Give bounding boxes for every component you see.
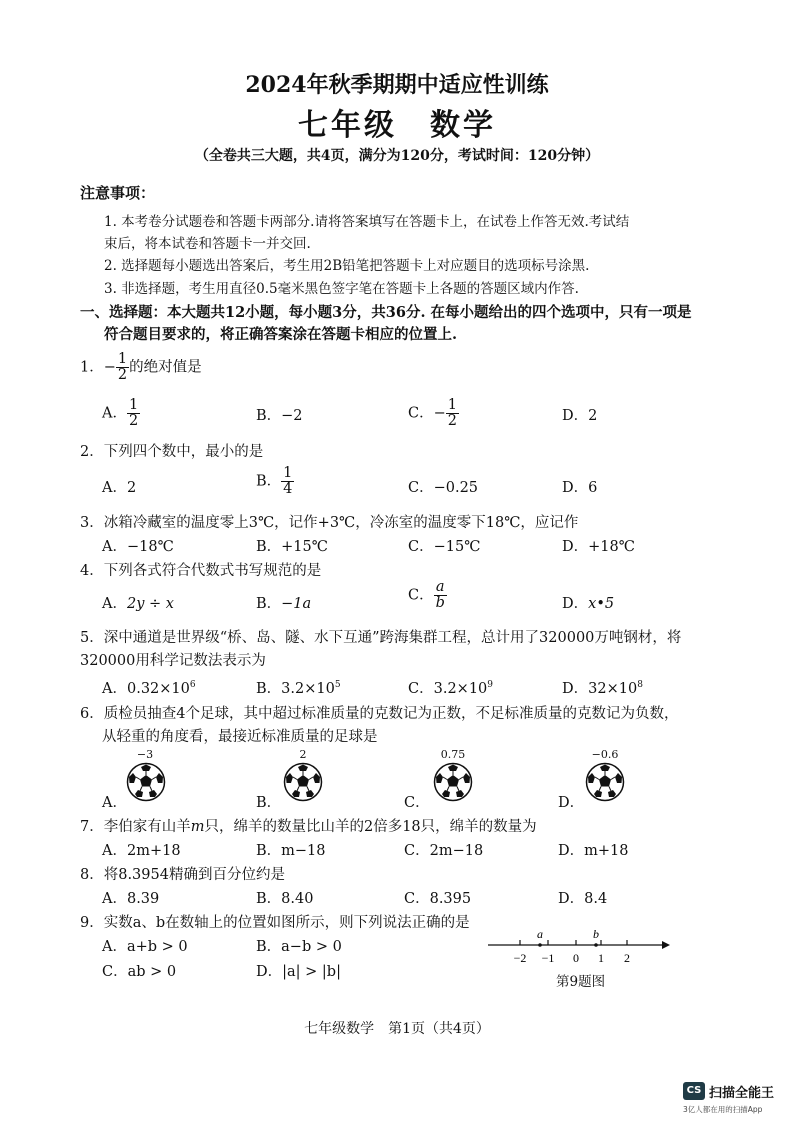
soccer-ball-icon bbox=[126, 762, 166, 802]
q6-option-b: B． bbox=[256, 795, 282, 811]
question-6: 6．质检员抽查4个足球，其中超过标准质量的克数记为正数，不足标准质量的克数记为负数， bbox=[80, 706, 679, 722]
q2-option-c: C．−0.25 bbox=[408, 480, 479, 496]
q8-option-a: A．8.39 bbox=[102, 891, 160, 907]
q1-minus: − bbox=[103, 359, 116, 376]
soccer-ball-icon bbox=[585, 762, 625, 802]
ball-value-c: 0.75 bbox=[440, 748, 466, 761]
tick-label: 2 bbox=[624, 951, 630, 965]
q6-option-c: C． bbox=[404, 795, 430, 811]
exam-info: （全卷共三大题，共4页，满分为120分，考试时间：120分钟） bbox=[194, 148, 600, 164]
q9-option-d: D．|a| > |b| bbox=[256, 964, 341, 980]
q4-option-c: C． $\frac{a}{b}$ bbox=[408, 579, 445, 612]
q4-option-b: B．−1a bbox=[256, 596, 312, 612]
exam-subject: 七年级 数学 bbox=[298, 108, 496, 143]
section-heading: 一、选择题：本大题共12小题，每小题3分，共36分. 在每小题给出的四个选项中，只有一项是 bbox=[80, 304, 692, 321]
q8-option-c: C．8.395 bbox=[404, 891, 472, 907]
question-7: 7．李伯家有山羊m只，绵羊的数量比山羊的2倍多18只，绵羊的数量为 bbox=[80, 819, 537, 835]
point-b-label: b bbox=[593, 927, 599, 941]
q8-option-b: B．8.40 bbox=[256, 891, 314, 907]
q3-option-c: C．−15℃ bbox=[408, 539, 481, 555]
question-1 bbox=[80, 352, 202, 383]
q1-option-a: A． $\frac{1}{2}$ bbox=[102, 397, 139, 430]
q1-option-c: C．− $\frac{1}{2}$ bbox=[408, 397, 457, 430]
notice-item: 2. 选择题每小题选出答案后，考生用2B铅笔把答题卡上对应题目的选项标号涂黑. bbox=[104, 258, 590, 274]
q2-option-b: B． $\frac{1}{4}$ bbox=[256, 465, 293, 498]
tick-label: −2 bbox=[513, 951, 527, 965]
question-9: 9．实数a、b在数轴上的位置如图所示，则下列说法正确的是 bbox=[80, 915, 470, 931]
q8-option-d: D．8.4 bbox=[558, 891, 608, 907]
q7-option-d: D．m+18 bbox=[558, 843, 629, 859]
soccer-ball-icon bbox=[283, 762, 323, 802]
q1-fraction: $\frac{1}{2}$ bbox=[117, 351, 128, 384]
q5-option-d: D．$32\times 10^8$ bbox=[562, 680, 643, 697]
tick-label: 1 bbox=[598, 951, 604, 965]
q7-option-c: C．2m−18 bbox=[404, 843, 484, 859]
q1-option-b: B．−2 bbox=[256, 408, 303, 424]
q9-option-b: B．a−b > 0 bbox=[256, 939, 342, 955]
q5-option-a: A．$0.32\times 10^6$ bbox=[102, 680, 196, 697]
notice-item: 束后，将本试卷和答题卡一并交回. bbox=[104, 236, 311, 252]
point-b-dot bbox=[594, 943, 598, 947]
question-4: 4．下列各式符合代数式书写规范的是 bbox=[80, 563, 322, 579]
scanner-tagline: 3亿人都在用的扫描App bbox=[683, 1105, 763, 1114]
page-footer: 七年级数学 第1页（共4页） bbox=[304, 1021, 490, 1037]
q1-option-d: D．2 bbox=[562, 408, 598, 424]
q2-option-a: A．2 bbox=[102, 480, 137, 496]
point-a-label: a bbox=[537, 927, 543, 941]
question-5-cont: 320000用科学记数法表示为 bbox=[80, 653, 266, 669]
question-2: 2．下列四个数中，最小的是 bbox=[80, 444, 264, 460]
q4-option-d: D．x•5 bbox=[562, 596, 615, 612]
q1-stem: 的绝对值是 bbox=[129, 359, 202, 376]
scanner-app-name: 扫描全能王 bbox=[709, 1086, 775, 1101]
notice-item: 1. 本考卷分试题卷和答题卡两部分.请将答案填写在答题卡上，在试卷上作答无效.考试结 bbox=[104, 214, 630, 230]
q5-option-c: C．$3.2\times 10^9$ bbox=[408, 680, 494, 697]
q6-option-a: A． bbox=[102, 795, 127, 811]
number-line-figure bbox=[484, 926, 674, 968]
q7-option-b: B．m−18 bbox=[256, 843, 326, 859]
q2-option-d: D．6 bbox=[562, 480, 598, 496]
q3-option-b: B．+15℃ bbox=[256, 539, 328, 555]
question-3: 3．冰箱冷藏室的温度零上3℃，记作+3℃，冷冻室的温度零下18℃，应记作 bbox=[80, 515, 579, 531]
tick-label: −1 bbox=[541, 951, 555, 965]
soccer-ball-icon bbox=[433, 762, 473, 802]
point-a-dot bbox=[538, 943, 542, 947]
ball-value-d: −0.6 bbox=[591, 748, 619, 761]
q4-option-a: A．2y ÷ x bbox=[102, 596, 174, 612]
question-6-cont: 从轻重的角度看，最接近标准质量的足球是 bbox=[102, 729, 378, 745]
q6-option-d: D． bbox=[558, 795, 585, 811]
figure-caption: 第9题图 bbox=[556, 974, 606, 990]
axis-arrow-icon bbox=[662, 941, 670, 949]
q3-option-a: A．−18℃ bbox=[102, 539, 174, 555]
q7-option-a: A．2m+18 bbox=[102, 843, 181, 859]
scanner-logo-icon: CS bbox=[683, 1082, 705, 1100]
section-heading-cont: 符合题目要求的，将正确答案涂在答题卡相应的位置上. bbox=[104, 326, 458, 343]
tick-label: 0 bbox=[573, 951, 579, 965]
q3-option-d: D．+18℃ bbox=[562, 539, 635, 555]
exam-title: 2024年秋季期期中适应性训练 bbox=[245, 72, 549, 98]
q1-number: 1． bbox=[80, 359, 104, 376]
notice-item: 3. 非选择题，考生用直径0.5毫米黑色签字笔在答题卡上各题的答题区域内作答. bbox=[104, 281, 579, 297]
ball-value-b: 2 bbox=[299, 748, 307, 761]
q5-option-b: B．$3.2\times 10^5$ bbox=[256, 680, 341, 697]
notice-heading: 注意事项： bbox=[80, 184, 156, 202]
question-8: 8．将8.3954精确到百分位约是 bbox=[80, 867, 285, 883]
q9-option-a: A．a+b > 0 bbox=[102, 939, 188, 955]
q9-option-c: C．ab > 0 bbox=[102, 964, 177, 980]
ball-value-a: −3 bbox=[136, 748, 154, 761]
question-5: 5．深中通道是世界级“桥、岛、隧、水下互通”跨海集群工程，总计用了320000万吨钢材，将 bbox=[80, 630, 682, 646]
